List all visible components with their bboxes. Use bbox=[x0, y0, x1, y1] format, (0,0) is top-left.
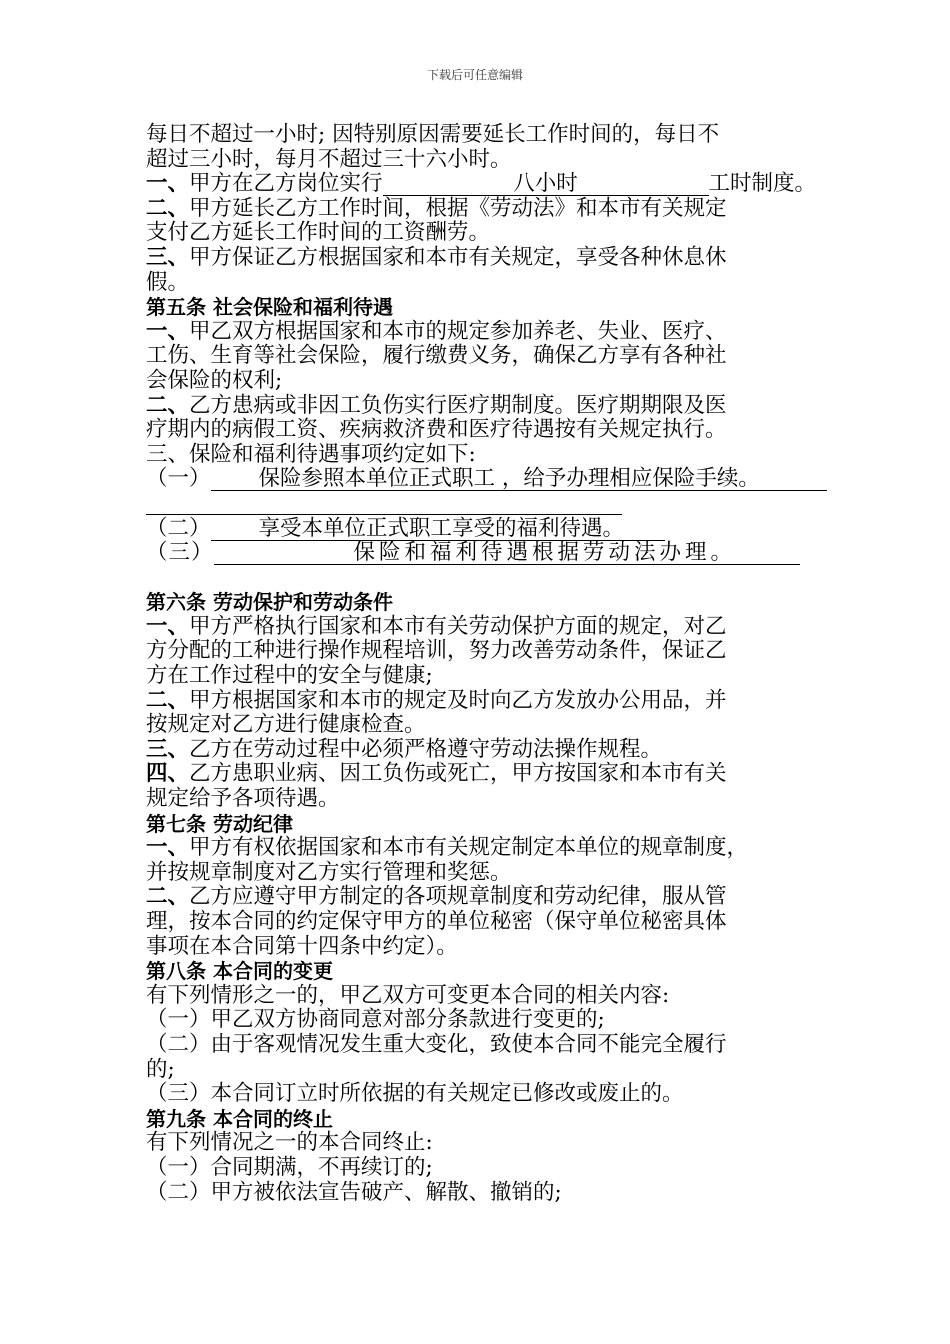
clause-line bbox=[146, 836, 836, 861]
item-number: （一） bbox=[146, 466, 211, 492]
section-heading-7: 第七条 劳动纪律 bbox=[146, 811, 293, 836]
filled-blank-insurance: 保险参照本单位正式职工 ，给予办理相应保险手续。 bbox=[211, 468, 827, 491]
clause-text: 乙方患病或非因工负伤实行医疗期制度。医疗期期限及医 bbox=[189, 392, 727, 418]
clause-number: 二、 bbox=[146, 195, 190, 221]
clause-line bbox=[146, 762, 836, 787]
clause-line bbox=[146, 615, 836, 640]
filled-blank-hours: 八小时 bbox=[383, 173, 709, 196]
clause-text: 甲方严格执行国家和本市有关劳动保护方面的规定，对乙 bbox=[189, 613, 727, 639]
clause-number: 二、 bbox=[146, 884, 190, 910]
text-line: 支付乙方延长工作时间的工资酬劳。 bbox=[146, 220, 491, 246]
text-line: 有下列情形之一的，甲乙双方可变更本合同的相关内容: bbox=[146, 982, 670, 1008]
filled-item-line bbox=[146, 467, 836, 492]
clause-line bbox=[146, 394, 836, 419]
clause-number: 三、 bbox=[146, 244, 190, 270]
item-number: （三） bbox=[146, 540, 214, 566]
clause-text: 甲方根据国家和本市的规定及时向乙方发放办公用品，并 bbox=[189, 687, 727, 713]
filled-item-line bbox=[146, 541, 836, 566]
text-line: （二）由于客观情况发生重大变化，致使本合同不能完全履行 bbox=[146, 1031, 727, 1057]
document-body bbox=[146, 123, 836, 1205]
filled-blank-welfare: 享受本单位正式职工享受的福利待遇。 bbox=[211, 518, 665, 541]
spacer bbox=[146, 566, 836, 591]
text-line: 事项在本合同第十四条中约定）。 bbox=[146, 933, 458, 959]
clause-line bbox=[146, 197, 836, 222]
clause-number: 三、 bbox=[146, 736, 190, 762]
clause-number: 一、 bbox=[146, 613, 190, 639]
clause-number: 一、 bbox=[146, 171, 190, 197]
text-line: （二）甲方被依法宣告破产、解散、撤销的; bbox=[146, 1179, 562, 1205]
text-line: 假。 bbox=[146, 269, 190, 295]
text-line: 超过三小时，每月不超过三十六小时。 bbox=[146, 146, 512, 172]
clause-line bbox=[146, 738, 836, 763]
blank-underline bbox=[146, 492, 622, 515]
clause-text: 甲方保证乙方根据国家和本市有关规定，享受各种休息休 bbox=[189, 244, 727, 270]
section-heading-6: 第六条 劳动保护和劳动条件 bbox=[146, 590, 393, 615]
clause-line bbox=[146, 885, 836, 910]
text-line: 并按规章制度对乙方实行管理和奖惩。 bbox=[146, 859, 512, 885]
item-number: （二） bbox=[146, 515, 211, 541]
text-line: 有下列情况之一的本合同终止: bbox=[146, 1130, 433, 1156]
text-line: 按规定对乙方进行健康检查。 bbox=[146, 712, 426, 738]
clause-number: 二、 bbox=[146, 687, 190, 713]
text-line: （三）本合同订立时所依据的有关规定已修改或废止的。 bbox=[146, 1081, 684, 1107]
filled-blank-labor-law: 保险和福利待遇根据劳动法办理。 bbox=[214, 542, 800, 565]
clause-text: 甲方在乙方岗位实行 bbox=[189, 171, 383, 197]
page-header: 下载后可任意编辑 bbox=[426, 68, 523, 82]
clause-line bbox=[146, 320, 836, 345]
text-line: 工伤、生育等社会保险，履行缴费义务，确保乙方享有各种社 bbox=[146, 343, 727, 369]
clause-text: 乙方患职业病、因工负伤或死亡，甲方按国家和本市有关 bbox=[189, 761, 727, 787]
blank-rule-line bbox=[146, 492, 836, 517]
section-heading-9: 第九条 本合同的终止 bbox=[146, 1106, 333, 1131]
clause-text: 甲方有权依据国家和本市有关规定制定本单位的规章制度， bbox=[189, 835, 749, 861]
clause-text: 乙方应遵守甲方制定的各项规章制度和劳动纪律，服从管 bbox=[189, 884, 727, 910]
text-line: 规定给予各项待遇。 bbox=[146, 786, 340, 812]
text-line: 方分配的工种进行操作规程培训，努力改善劳动条件，保证乙 bbox=[146, 638, 727, 664]
clause-line bbox=[146, 689, 836, 714]
filled-item-line bbox=[146, 517, 836, 542]
text-line: （一）甲乙双方协商同意对部分条款进行变更的; bbox=[146, 1007, 605, 1033]
text-line: 会保险的权利; bbox=[146, 367, 283, 393]
clause-text: 甲方延长乙方工作时间，根据《劳动法》和本市有关规定 bbox=[189, 195, 727, 221]
text-line: 疗期内的病假工资、疾病救济费和医疗待遇按有关规定执行。 bbox=[146, 417, 727, 443]
section-heading-8: 第八条 本合同的变更 bbox=[146, 959, 333, 984]
text-line: 理，按本合同的约定保守甲方的单位秘密（保守单位秘密具体 bbox=[146, 909, 727, 934]
clause-line bbox=[146, 246, 836, 271]
clause-text: 乙方在劳动过程中必须严格遵守劳动法操作规程。 bbox=[189, 736, 663, 762]
clause-number: 四、 bbox=[146, 761, 190, 787]
clause-number: 一、 bbox=[146, 318, 190, 344]
clause-text: 甲乙双方根据国家和本市的规定参加养老、失业、医疗、 bbox=[189, 318, 727, 344]
clause-number: 一、 bbox=[146, 835, 190, 861]
clause-line bbox=[146, 172, 836, 197]
clause-number: 二、 bbox=[146, 392, 190, 418]
text-line: （一）合同期满，不再续订的; bbox=[146, 1154, 433, 1180]
text-line: 三、保险和福利待遇事项约定如下: bbox=[146, 441, 476, 467]
text-line: 的; bbox=[146, 1056, 175, 1082]
clause-text: 工时制度。 bbox=[708, 171, 817, 197]
text-line: 方在工作过程中的安全与健康; bbox=[146, 663, 433, 689]
text-line: 每日不超过一小时; 因特别原因需要延长工作时间的，每日不 bbox=[146, 122, 720, 147]
section-heading-5: 第五条 社会保险和福利待遇 bbox=[146, 295, 393, 320]
